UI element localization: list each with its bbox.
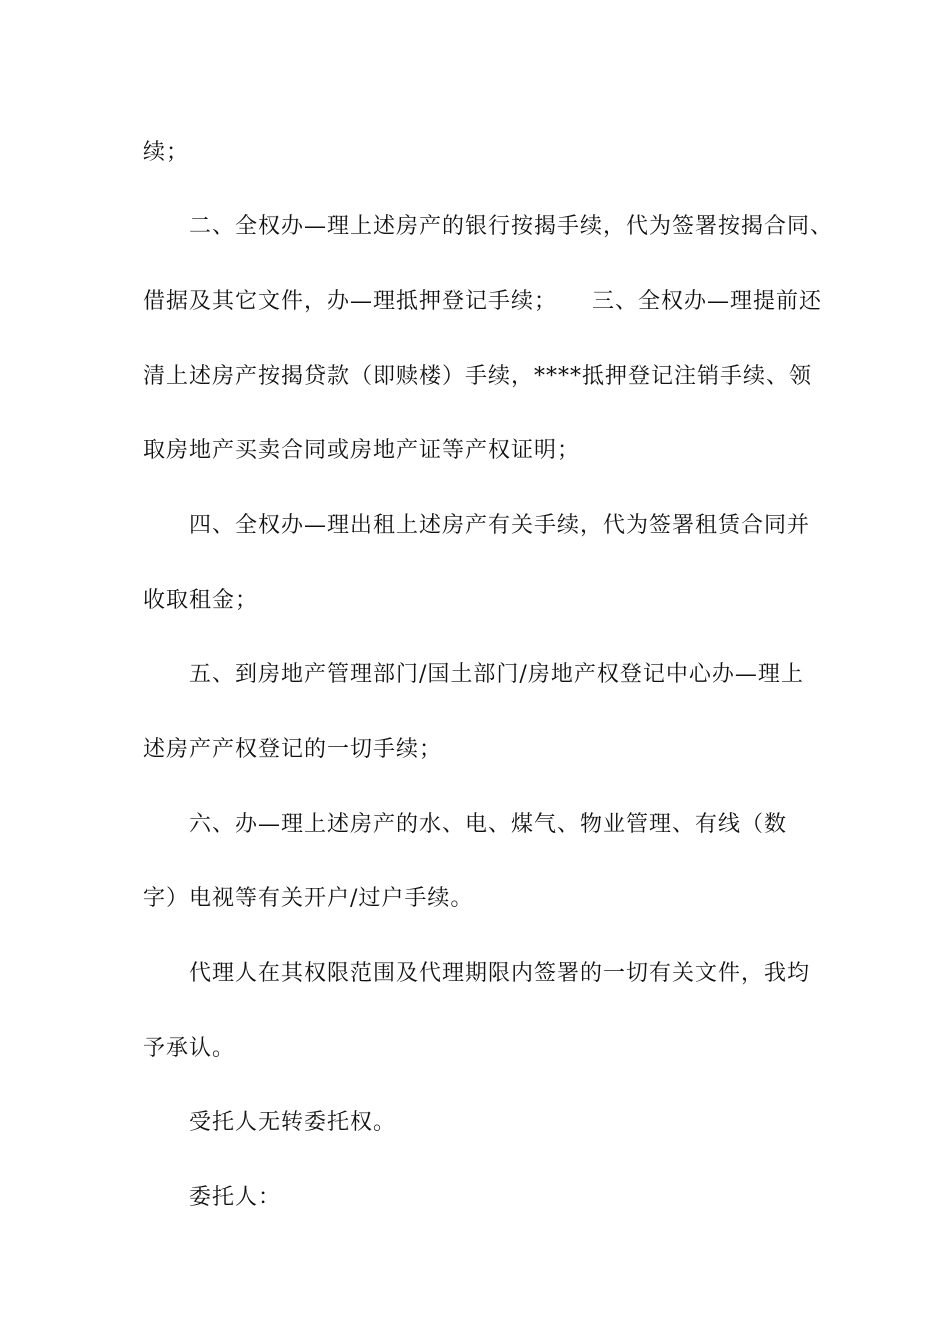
agent-authority-line-1: 代理人在其权限范围及代理期限内签署的一切有关文件，我均	[189, 961, 811, 986]
clause-four-line-2: 收取租金；	[143, 588, 259, 613]
clause-three-line-2: 清上述房产按揭贷款（即赎楼）手续，****抵押登记注销手续、领	[143, 364, 813, 389]
clause-six-line-1: 六、办—理上述房产的水、电、煤气、物业管理、有线（数	[189, 812, 788, 837]
agent-authority-line-2: 予承认。	[143, 1036, 236, 1061]
no-subdelegation-statement: 受托人无转委托权。	[189, 1110, 397, 1135]
clause-two-line-2: 借据及其它文件，办—理抵押登记手续； 三、全权办—理提前还	[143, 289, 823, 314]
clause-five-line-2: 述房产产权登记的一切手续；	[143, 737, 443, 762]
clause-three-line-3: 取房地产买卖合同或房地产证等产权证明；	[143, 438, 581, 463]
clause-six-line-2: 字）电视等有关开户/过户手续。	[143, 886, 474, 911]
principal-signature-label: 委托人：	[189, 1185, 282, 1210]
text-line-continuation: 续；	[143, 140, 190, 165]
clause-five-line-1: 五、到房地产管理部门/国土部门/房地产权登记中心办—理上	[189, 662, 804, 687]
clause-two-line-1: 二、全权办—理上述房产的银行按揭手续，代为签署按揭合同、	[189, 214, 834, 239]
clause-four-line-1: 四、全权办—理出租上述房产有关手续，代为签署租赁合同并	[189, 513, 811, 538]
